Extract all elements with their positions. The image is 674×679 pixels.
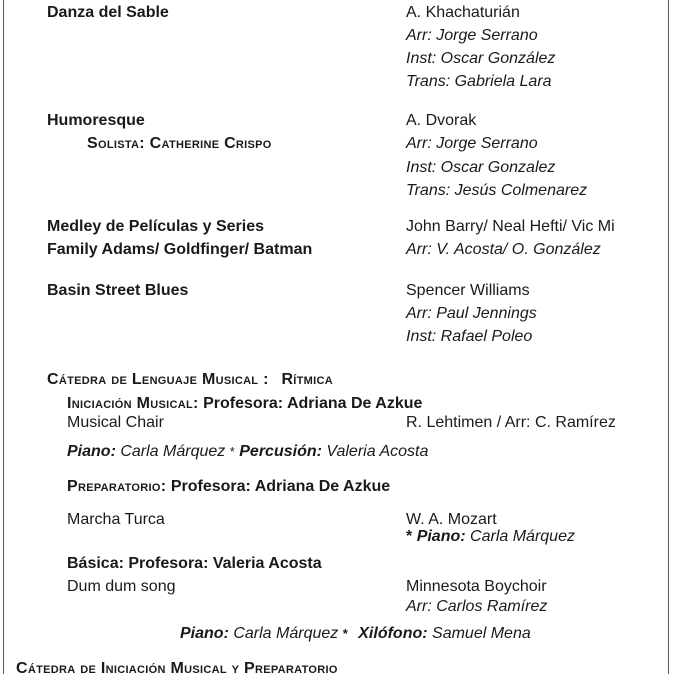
separator-star: * bbox=[406, 528, 413, 545]
preparatorio-heading bbox=[67, 477, 390, 497]
piece-transcription: Trans: Gabriela Lara bbox=[406, 73, 552, 90]
soloist-name: Catherine Crispo bbox=[149, 135, 272, 152]
piece-arranger: Arr: Jorge Serrano bbox=[406, 27, 538, 44]
page-border-right bbox=[668, 0, 669, 674]
iniciacion-credit: R. Lehtimen / Arr: C. Ramírez bbox=[406, 414, 616, 431]
piano-name: Carla Márquez bbox=[470, 528, 575, 545]
separator-star: * bbox=[229, 444, 235, 459]
preparatorio-piece: Marcha Turca bbox=[67, 511, 165, 528]
piano-name: Carla Márquez bbox=[120, 443, 226, 460]
section-heading-lenguaje bbox=[47, 370, 333, 390]
basica-label: Básica: bbox=[67, 555, 124, 572]
xylophone-name: Samuel Mena bbox=[432, 625, 531, 642]
basica-arranger: Arr: Carlos Ramírez bbox=[406, 598, 548, 615]
basica-piece: Dum dum song bbox=[67, 578, 176, 595]
preparatorio-label: Preparatorio: bbox=[67, 478, 167, 495]
preparatorio-piano bbox=[406, 527, 575, 547]
piece-title: Medley de Películas y Series bbox=[47, 218, 265, 235]
piano-label: Piano: bbox=[180, 625, 229, 642]
piano-name: Carla Márquez bbox=[233, 625, 339, 642]
page-border-left bbox=[3, 0, 4, 674]
basica-performers bbox=[180, 624, 531, 644]
piece-instrumentation: Inst: Oscar Gonzalez bbox=[406, 159, 556, 176]
section-heading-next: Cátedra de Iniciación Musical y Preparatorio bbox=[16, 660, 338, 677]
section-heading-label: Cátedra de Lenguaje Musical : bbox=[47, 371, 269, 388]
preparatorio-teacher: Profesora: Adriana De Azkue bbox=[170, 478, 391, 495]
basica-teacher: Profesora: Valeria Acosta bbox=[128, 555, 322, 572]
piece-arranger: Arr: Jorge Serrano bbox=[406, 135, 538, 152]
piano-label: Piano: bbox=[67, 443, 116, 460]
piece-instrumentation: Inst: Oscar González bbox=[406, 50, 556, 67]
piece-composer: A. Khachaturián bbox=[406, 4, 520, 21]
piece-subtitle: Family Adams/ Goldfinger/ Batman bbox=[47, 241, 313, 258]
piece-title: Danza del Sable bbox=[47, 4, 169, 21]
xylophone-label: Xilófono: bbox=[358, 625, 428, 642]
iniciacion-label: Iniciación Musical: bbox=[67, 395, 199, 412]
percussion-name: Valeria Acosta bbox=[326, 443, 429, 460]
iniciacion-heading bbox=[67, 394, 422, 414]
piece-transcription: Trans: Jesús Colmenarez bbox=[406, 182, 588, 199]
piece-arranger: Arr: V. Acosta/ O. González bbox=[406, 241, 601, 258]
piece-instrumentation: Inst: Rafael Poleo bbox=[406, 328, 533, 345]
basica-composer: Minnesota Boychoir bbox=[406, 578, 547, 595]
section-heading-topic: Rítmica bbox=[281, 371, 333, 388]
separator-star: * bbox=[342, 626, 348, 641]
basica-heading bbox=[67, 554, 322, 574]
iniciacion-piece: Musical Chair bbox=[67, 414, 164, 431]
piece-composer: A. Dvorak bbox=[406, 112, 477, 129]
preparatorio-composer: W. A. Mozart bbox=[406, 511, 497, 528]
piano-label: Piano: bbox=[416, 528, 466, 545]
piece-title: Basin Street Blues bbox=[47, 282, 189, 299]
piece-composer: Spencer Williams bbox=[406, 282, 530, 299]
piece-title: Humoresque bbox=[47, 112, 145, 129]
percussion-label: Percusión: bbox=[239, 443, 322, 460]
iniciacion-performers bbox=[67, 442, 428, 462]
piece-arranger: Arr: Paul Jennings bbox=[406, 305, 537, 322]
soloist-line bbox=[87, 134, 272, 154]
piece-composer: John Barry/ Neal Hefti/ Vic Mi bbox=[406, 218, 615, 235]
soloist-label: Solista: bbox=[87, 135, 145, 152]
iniciacion-teacher: Profesora: Adriana De Azkue bbox=[203, 395, 423, 412]
